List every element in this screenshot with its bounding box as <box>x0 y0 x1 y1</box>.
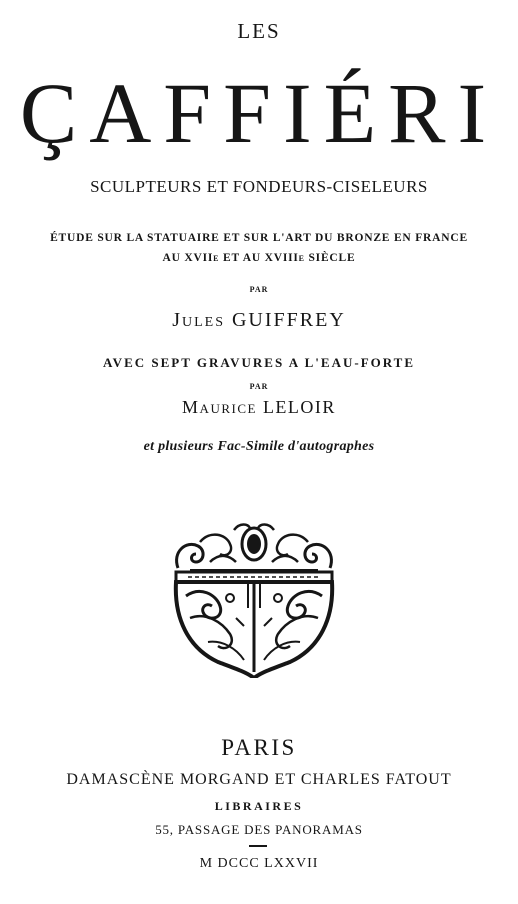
ornamental-shield-icon <box>170 522 338 678</box>
study-line-1: ÉTUDE SUR LA STATUAIRE ET SUR L'ART DU BRONZE EN FRANCE <box>50 232 468 244</box>
facsimiles-line: et plusieurs Fac-Simile d'autographes <box>143 439 375 454</box>
imprint-year: M DCCC LXXVII <box>199 856 319 871</box>
imprint-trade: LIBRAIRES <box>214 799 304 813</box>
divider-rule <box>249 845 267 847</box>
subtitle: SCULPTEURS ET FONDEURS-CISELEURS <box>90 177 428 196</box>
engravings-line: AVEC SEPT GRAVURES A L'EAU-FORTE <box>102 355 416 370</box>
imprint-address: 55, PASSAGE DES PANORAMAS <box>155 822 363 837</box>
by-line-illustrator: PAR <box>249 382 269 391</box>
study-line-2: AU XVIIe ET AU XVIIIe SIÈCLE <box>162 252 356 264</box>
author-name: Jules GUIFFREY <box>172 309 346 331</box>
title-article: LES <box>237 19 281 43</box>
main-title: ÇAFFIÉRI <box>19 65 499 161</box>
by-line-author: PAR <box>249 285 269 294</box>
imprint-publisher: DAMASCÈNE MORGAND ET CHARLES FATOUT <box>66 771 452 788</box>
illustrator-name: Maurice LELOIR <box>182 397 336 417</box>
imprint-city: PARIS <box>221 735 297 760</box>
